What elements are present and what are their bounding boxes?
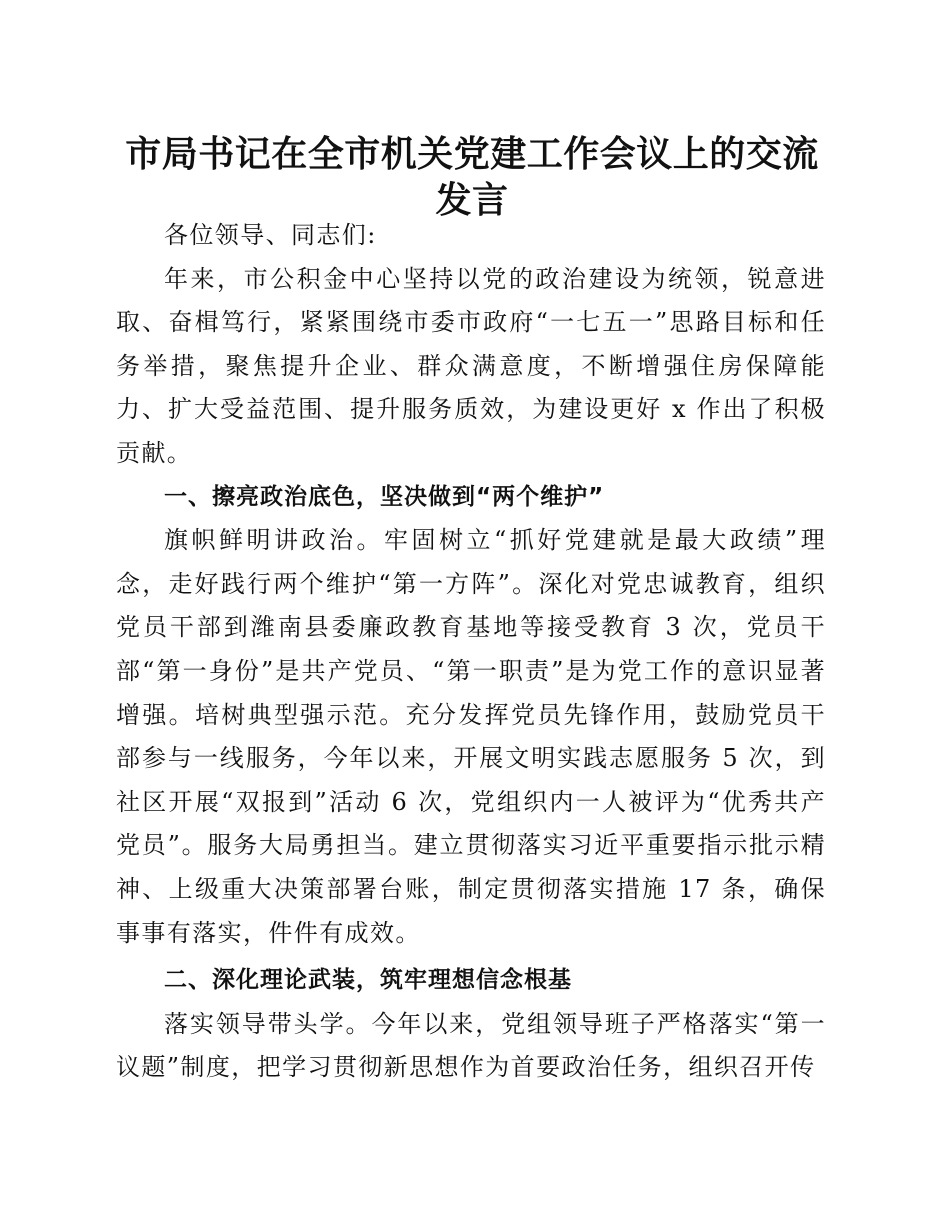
section-1-paragraph: 旗帜鲜明讲政治。牢固树立“抓好党建就是最大政绩”理念，走好践行两个维护“第一方阵”。深化对党忠诚教育，组织党员干部到潍南县委廉政教育基地等接受教育 3 次，党员干部“第一身份”是共产党员、“第一职责”是为党工作的意识显著增强。培树典型强示范。充分发挥党员先锋作用，鼓励党员干部参与一线服务，今年以来，开展文明实践志愿服务 5 次，到社区开展“双报到”活动 6 次，党组织内一人被评为“优秀共产党员”。服务大局勇担当。建立贯彻落实习近平重要指示批示精神、上级重大决策部署台账，制定贯彻落实措施 17 条，确保事事有落实，件件有成效。 [116, 526, 826, 947]
document-title: 市局书记在全市机关党建工作会议上的交流发言 [125, 133, 819, 221]
document-body [116, 214, 826, 1090]
section-2-heading: 二、深化理论武装，筑牢理想信念根基 [164, 967, 572, 994]
section-2-paragraph: 落实领导带头学。今年以来，党组领导班子严格落实“第一议题”制度，把学习贯彻新思想作为首要政治任务，组织召开传 [116, 1009, 826, 1082]
salutation: 各位领导、同志们: [164, 221, 377, 249]
section-1-heading: 一、擦亮政治底色，坚决做到“两个维护” [164, 483, 605, 510]
intro-paragraph: 年来，市公积金中心坚持以党的政治建设为统领，锐意进取、奋楫笃行，紧紧围绕市委市政府“一七五一”思路目标和任务举措，聚焦提升企业、群众满意度，不断增强住房保障能力、扩大受益范围、提升服务质效，为建设更好 x 作出了积极贡献。 [116, 264, 826, 467]
